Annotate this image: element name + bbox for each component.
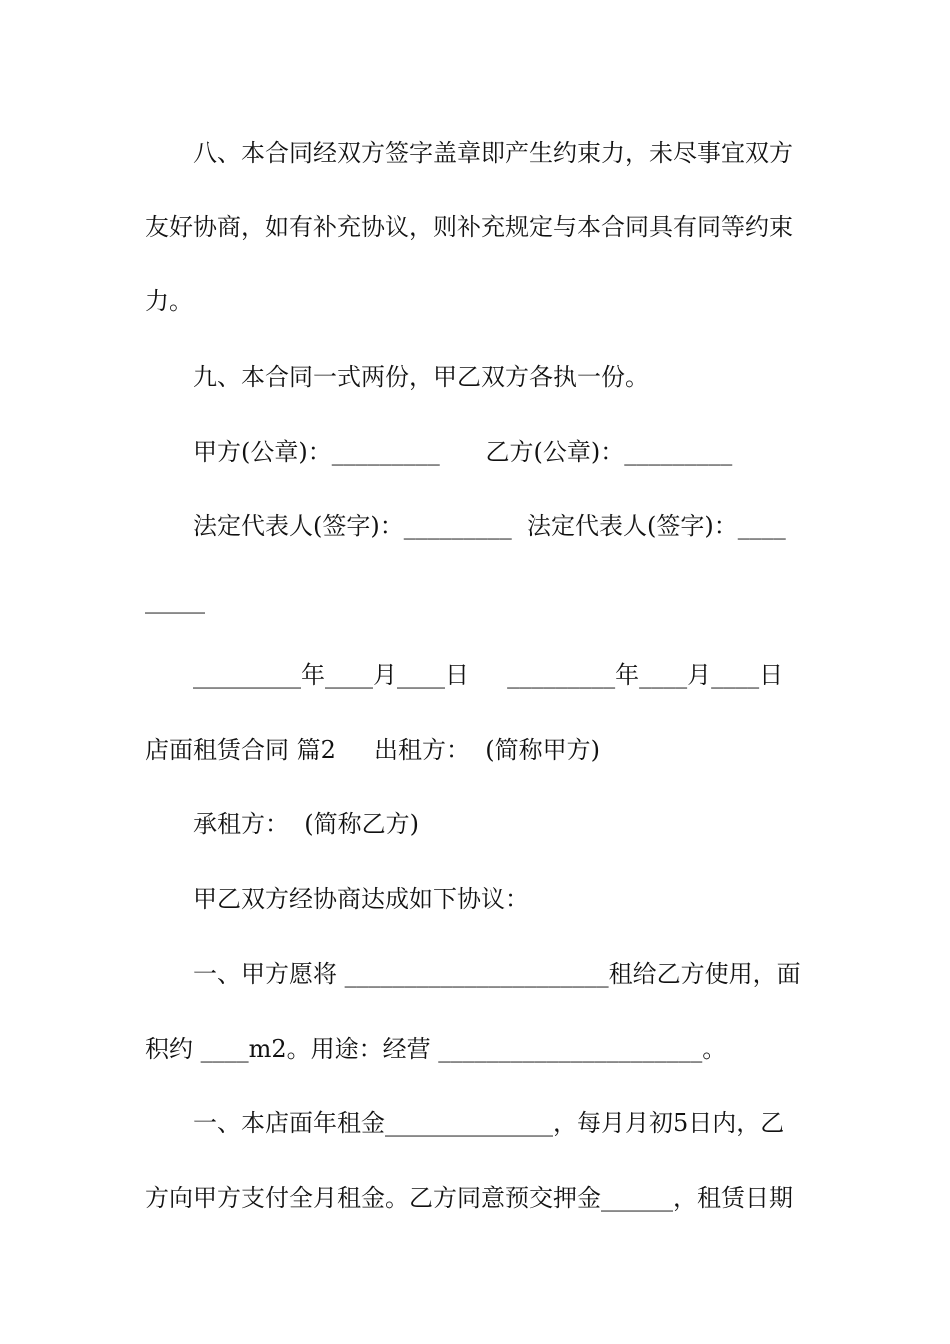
lessee-line: 承租方： (简称乙方) xyxy=(193,810,419,838)
representative-line: 法定代表人(签字)：_________ 法定代表人(签字)：____ xyxy=(193,512,786,540)
date-line: _________年____月____日 _________年____月____日 xyxy=(193,661,784,689)
clause-8-line-2: 友好协商，如有补充协议，则补充规定与本合同具有同等约束 xyxy=(145,213,793,241)
rent-clause-line-2: 方向甲方支付全月租金。乙方同意预交押金______，租赁日期 xyxy=(145,1184,793,1212)
clause-1-line-2: 积约 ____m2。用途：经营 ______________________。 xyxy=(145,1035,727,1063)
representative-line-continued: _____ xyxy=(145,586,205,614)
clause-1-line-1: 一、甲方愿将 ______________________租给乙方使用，面 xyxy=(193,960,801,988)
rent-clause-line-1: 一、本店面年租金______________，每月月初5日内，乙 xyxy=(193,1109,785,1137)
clause-8-line-3: 力。 xyxy=(145,287,193,315)
clause-8-line-1: 八、本合同经双方签字盖章即产生约束力，未尽事宜双方 xyxy=(193,139,793,167)
clause-9: 九、本合同一式两份，甲乙双方各执一份。 xyxy=(193,363,649,391)
seal-line: 甲方(公章)：_________ 乙方(公章)：_________ xyxy=(193,438,733,466)
contract-title-line: 店面租赁合同 篇2 出租方： (简称甲方) xyxy=(145,736,601,764)
agreement-intro: 甲乙双方经协商达成如下协议： xyxy=(193,885,529,913)
